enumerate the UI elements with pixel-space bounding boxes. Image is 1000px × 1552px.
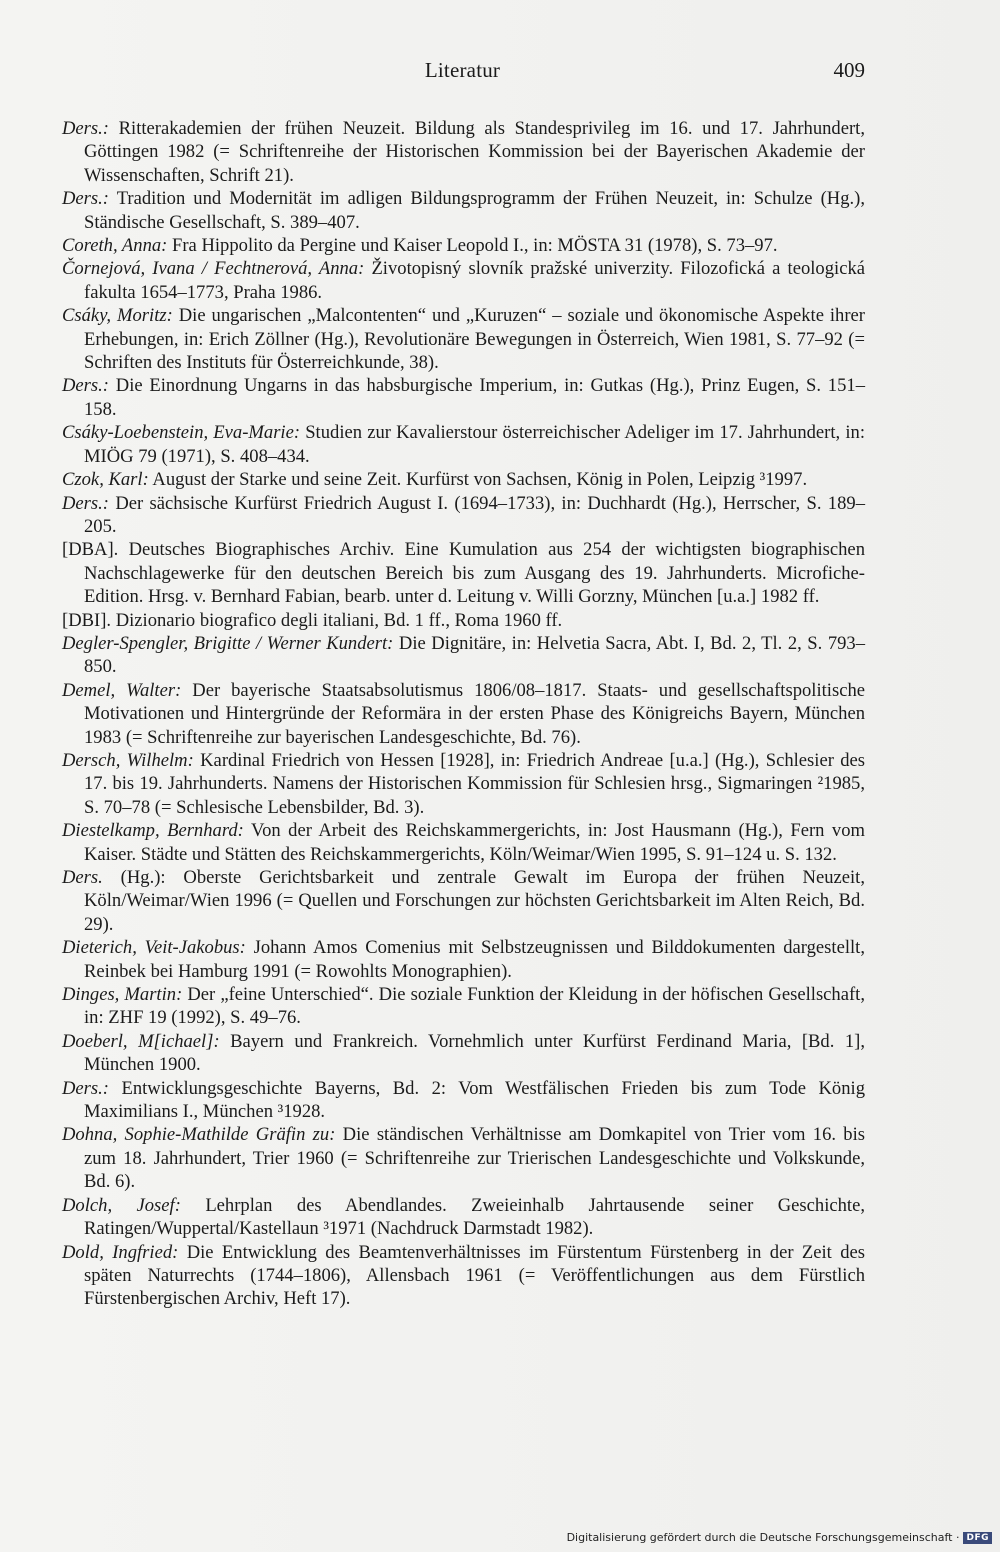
entry-author: Czok, Karl: — [62, 469, 149, 491]
digitization-footer — [567, 1531, 992, 1544]
entry-author: Dieterich, Veit-Jakobus: — [62, 937, 246, 959]
entry-author: Ders.: — [62, 1077, 109, 1099]
entry-text: August der Starke und seine Zeit. Kurfürst von Sachsen, König in Polen, Leipzig ³1997. — [148, 469, 808, 491]
entry-text: Entwicklungsgeschichte Bayerns, Bd. 2: Vom Westfälischen Frieden bis zum Tode König Maximilians I., München ³1928. — [84, 1077, 865, 1123]
bibliography-entry — [62, 679, 865, 749]
entry-text: Die Dignitäre, in: Helvetia Sacra, Abt. I, Bd. 2, Tl. 2, S. 793–850. — [84, 632, 866, 678]
bibliography-entry — [62, 187, 865, 234]
bibliography-entry — [62, 983, 865, 1030]
bibliography-entry — [62, 936, 865, 983]
entry-author: Doeberl, M[ichael]: — [62, 1030, 220, 1052]
bibliography-entry — [62, 234, 865, 257]
entry-text: Johann Amos Comenius mit Selbstzeugnissen und Bilddokumenten dargestellt, Reinbek bei Hamburg 1991 (= Rowohlts Monographien). — [84, 937, 865, 982]
bibliography-entry — [62, 304, 865, 374]
entry-text: (Hg.): Oberste Gerichtsbarkeit und zentrale Gewalt im Europa der frühen Neuzeit, Köln/Weimar/Wien 1996 (= Quellen und Forschungen zur höchsten Gerichtsbarkeit im Alten Reich, Bd. 29). — [84, 867, 865, 935]
entry-author: Degler-Spengler, Brigitte / Werner Kundert: — [62, 632, 394, 654]
bibliography-entry — [62, 492, 865, 539]
running-title: Literatur — [424, 58, 501, 82]
entry-author: Čornejová, Ivana / Fechtnerová, Anna: — [62, 258, 365, 280]
running-header — [60, 58, 865, 88]
entry-text: Lehrplan des Abendlandes. Zweieinhalb Jahrtausende seiner Geschichte, Ratingen/Wuppertal/Kastellaun ³1971 (Nachdruck Darmstadt 1982). — [84, 1194, 865, 1240]
entry-text: Ritterakademien der frühen Neuzeit. Bildung als Standesprivileg im 16. und 17. Jahrhundert, Göttingen 1982 (= Schriftenreihe der Historischen Kommission bei der Bayerischen Akademie der Wissenschaften, Schrift 21). — [84, 118, 865, 186]
page-number: 409 — [833, 58, 865, 82]
entry-author: Csáky-Loebenstein, Eva-Marie: — [62, 422, 301, 444]
footer-text: Digitalisierung gefördert durch die Deutsche Forschungsgemeinschaft · — [566, 1531, 960, 1544]
entry-author: Dinges, Martin: — [62, 984, 183, 1006]
bibliography-entry — [62, 1077, 865, 1124]
entry-text: Der sächsische Kurfürst Friedrich August I. (1694–1733), in: Duchhardt (Hg.), Herrscher, S. 189–205. — [84, 492, 865, 537]
entry-text: [DBA]. Deutsches Biographisches Archiv. Eine Kumulation aus 254 der wichtigsten biographischen Nachschlagewerke für den deutschen Bereich bis zum Ausgang des 19. Jahrhunderts. Microfiche-Edition. Hrsg. v. Bernhard Fabian, bearb. unter d. Leitung v. Willi Gorzny, München [u.a.] 1982 ff. — [62, 539, 865, 608]
entry-author: Dohna, Sophie-Mathilde Gräfin zu: — [62, 1124, 336, 1146]
bibliography-entry — [62, 632, 865, 679]
bibliography-entry — [62, 468, 865, 491]
entry-text: Die ständischen Verhältnisse am Domkapitel von Trier vom 16. bis zum 18. Jahrhundert, Trier 1960 (= Schriftenreihe zur Trierischen Landesgeschichte und Volkskunde, Bd. 6). — [84, 1124, 866, 1193]
entry-author: Dersch, Wilhelm: — [62, 749, 194, 771]
entry-author: Ders.: — [62, 188, 109, 210]
bibliography-entry — [62, 866, 865, 936]
entry-text: [DBI]. Dizionario biografico degli italiani, Bd. 1 ff., Roma 1960 ff. — [62, 609, 563, 631]
bibliography-entry — [62, 1194, 865, 1241]
entry-text: Der bayerische Staatsabsolutismus 1806/08–1817. Staats- und gesellschaftspolitische Motivationen und Hintergründe der Reformära in der ersten Phase des Königreichs Bayern, München 1983 (= Schriftenreihe zur bayerischen Landesgeschichte, Bd. 76). — [84, 679, 865, 748]
entry-text: Der „feine Unterschied“. Die soziale Funktion der Kleidung in der höfischen Gesellschaft, in: ZHF 19 (1992), S. 49–76. — [84, 984, 865, 1029]
bibliography-entry — [62, 819, 865, 866]
entry-text: Fra Hippolito da Pergine und Kaiser Leopold I., in: MÖSTA 31 (1978), S. 73–97. — [167, 235, 778, 257]
entry-text: Von der Arbeit des Reichskammergerichts, in: Jost Hausmann (Hg.), Fern vom Kaiser. Städte und Stätten des Reichskammergerichts, Köln/Weimar/Wien 1995, S. 91–124 u. S. 132. — [84, 820, 865, 865]
bibliography-entry — [62, 1241, 865, 1311]
entry-text: Tradition und Modernität im adligen Bildungsprogramm der Frühen Neuzeit, in: Schulze (Hg.), Ständische Gesellschaft, S. 389–407. — [84, 188, 865, 233]
bibliography-entry — [62, 538, 865, 608]
entry-text: Die ungarischen „Malcontenten“ und „Kuruzen“ – soziale und ökonomische Aspekte ihrer Erhebungen, in: Erich Zöllner (Hg.), Revolutionäre Bewegungen in Österreich, Wien 1981, S. 77–92 (= Schriften des Instituts für Österreichkunde, 38). — [84, 305, 865, 374]
entry-text: Die Entwicklung des Beamtenverhältnisses im Fürstentum Fürstenberg in der Zeit des späten Naturrechts (1744–1806), Allensbach 1961 (= Veröffentlichungen aus dem Fürstlich Fürstenbergischen Archiv, Heft 17). — [84, 1241, 865, 1310]
bibliography-entry — [62, 421, 865, 468]
entry-text: Bayern und Frankreich. Vornehmlich unter Kurfürst Ferdinand Maria, [Bd. 1], München 1900. — [84, 1030, 865, 1076]
entry-author: Coreth, Anna: — [62, 235, 168, 257]
bibliography-entry — [62, 374, 865, 421]
entry-author: Ders.: — [62, 118, 109, 139]
bibliography-entry — [62, 609, 865, 632]
entry-author: Ders. — [62, 867, 103, 888]
bibliography-entry — [62, 117, 865, 187]
entry-author: Dolch, Josef: — [62, 1194, 181, 1216]
entry-text: Kardinal Friedrich von Hessen [1928], in: Friedrich Andreae [u.a.] (Hg.), Schlesier des 17. bis 19. Jahrhunderts. Namens der Historischen Kommission für Schlesien hrsg., Sigmaringen ²1985, S. 70–78 (= Schlesische Lebensbilder, Bd. 3). — [84, 749, 865, 818]
entry-text: Životopisný slovník pražské univerzity. Filozofická a teologická fakulta 1654–1773, Praha 1986. — [84, 258, 865, 303]
bibliography-entry — [62, 749, 865, 819]
bibliography-list — [62, 117, 865, 1311]
entry-author: Diestelkamp, Bernhard: — [62, 820, 244, 842]
entry-author: Demel, Walter: — [62, 679, 182, 701]
bibliography-entry — [62, 1123, 865, 1193]
entry-author: Ders.: — [62, 492, 109, 514]
entry-text: Studien zur Kavalierstour österreichischer Adeliger im 17. Jahrhundert, in: MIÖG 79 (1971), S. 408–434. — [84, 422, 865, 467]
dfg-logo: DFG — [963, 1532, 992, 1544]
entry-text: Die Einordnung Ungarns in das habsburgische Imperium, in: Gutkas (Hg.), Prinz Eugen, S. 151–158. — [84, 375, 865, 420]
entry-author: Dold, Ingfried: — [62, 1241, 179, 1263]
bibliography-entry — [62, 257, 865, 304]
bibliography-entry — [62, 1030, 865, 1077]
entry-author: Ders.: — [62, 375, 109, 397]
entry-author: Csáky, Moritz: — [62, 305, 173, 327]
